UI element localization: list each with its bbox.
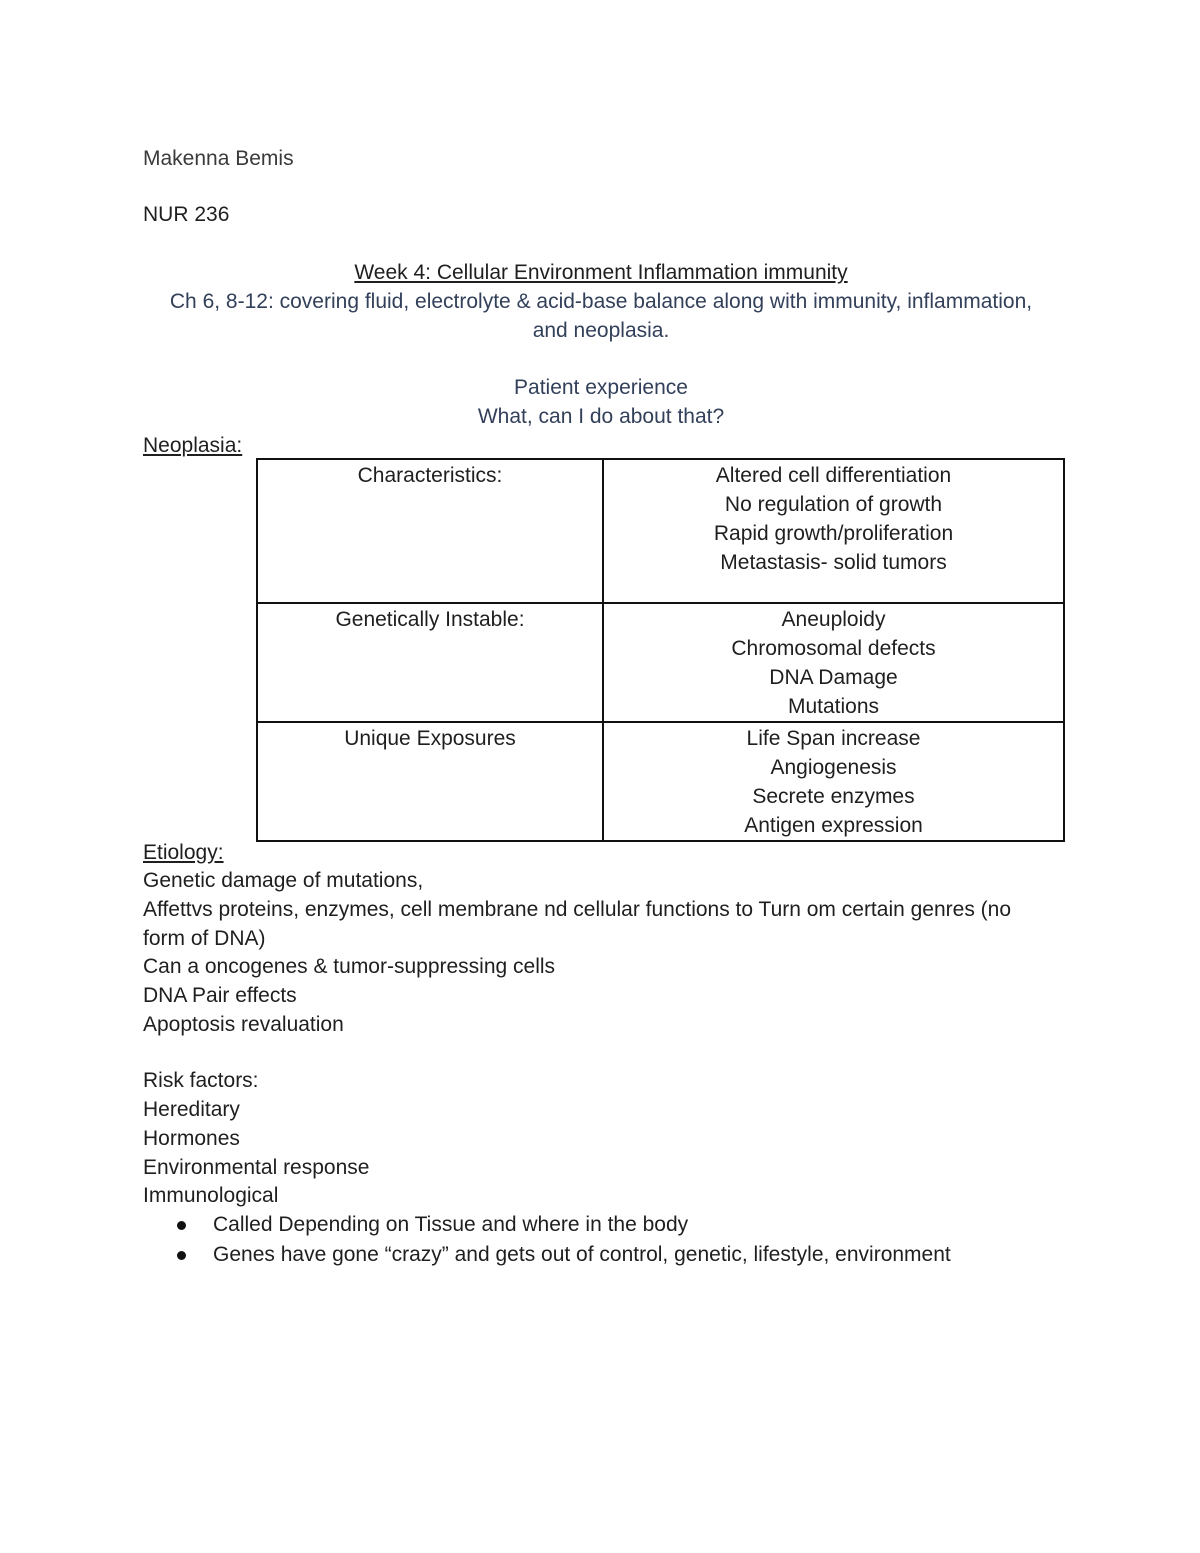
table-row [257,603,1064,722]
row-item: Life Span increase [746,727,921,750]
row-item: Antigen expression [744,814,923,837]
risk-factor-line: Environmental response [143,1156,370,1179]
risk-factor-bullet-list [143,1210,951,1270]
row-item: Metastasis- solid tumors [720,551,947,574]
table-cell-label [257,722,603,841]
table-row [257,459,1064,603]
patient-question-line: What, can I do about that? [477,405,725,428]
table-cell-items [603,459,1064,603]
row-item: Secrete enzymes [752,785,915,808]
row-item: Angiogenesis [770,756,897,779]
risk-factors-heading: Risk factors: [143,1069,259,1092]
etiology-line: Genetic damage of mutations, [143,869,424,892]
risk-factor-line: Immunological [143,1184,279,1207]
row-item: Rapid growth/proliferation [713,522,954,545]
etiology-line: form of DNA) [143,927,266,950]
table-cell-label [257,459,603,603]
bullet-text: Called Depending on Tissue and where in the body [213,1213,689,1236]
bullet-icon [177,1251,186,1260]
bullet-text: Genes have gone “crazy” and gets out of control, genetic, lifestyle, environment [213,1243,951,1266]
row-label: Unique Exposures [344,727,516,750]
table-cell-items [603,722,1064,841]
etiology-line: Affettvs proteins, enzymes, cell membrane nd cellular functions to Turn om certain genres (no [143,898,1012,921]
course-code: NUR 236 [143,203,230,226]
document-title: Week 4: Cellular Environment Inflammation immunity [354,261,848,284]
row-label: Characteristics: [357,464,503,487]
row-label: Genetically Instable: [335,608,525,631]
neoplasia-heading: Neoplasia: [143,434,243,457]
bullet-icon [177,1221,186,1230]
patient-experience-line: Patient experience [514,376,688,399]
table-cell-label [257,603,603,722]
row-item: Chromosomal defects [731,637,936,660]
row-item: Mutations [787,695,880,718]
table-cell-items [603,603,1064,722]
table-row [257,722,1064,841]
row-item: No regulation of growth [724,493,943,516]
neoplasia-table [256,458,1065,842]
list-item [143,1240,951,1270]
risk-factor-line: Hereditary [143,1098,240,1121]
document-subtitle-line-2: and neoplasia. [532,319,670,342]
row-item: Aneuploidy [781,608,886,631]
row-item: Altered cell differentiation [715,464,952,487]
etiology-line: Can a oncogenes & tumor-suppressing cells [143,955,556,978]
risk-factor-line: Hormones [143,1127,240,1150]
author-name: Makenna Bemis [143,147,294,170]
etiology-heading: Etiology: [143,841,224,864]
etiology-line: Apoptosis revaluation [143,1013,344,1036]
etiology-line: DNA Pair effects [143,984,297,1007]
list-item [143,1210,951,1240]
document-subtitle-line-1: Ch 6, 8-12: covering fluid, electrolyte & acid-base balance along with immunity, inflammation, [169,290,1033,313]
row-item: DNA Damage [769,666,898,689]
